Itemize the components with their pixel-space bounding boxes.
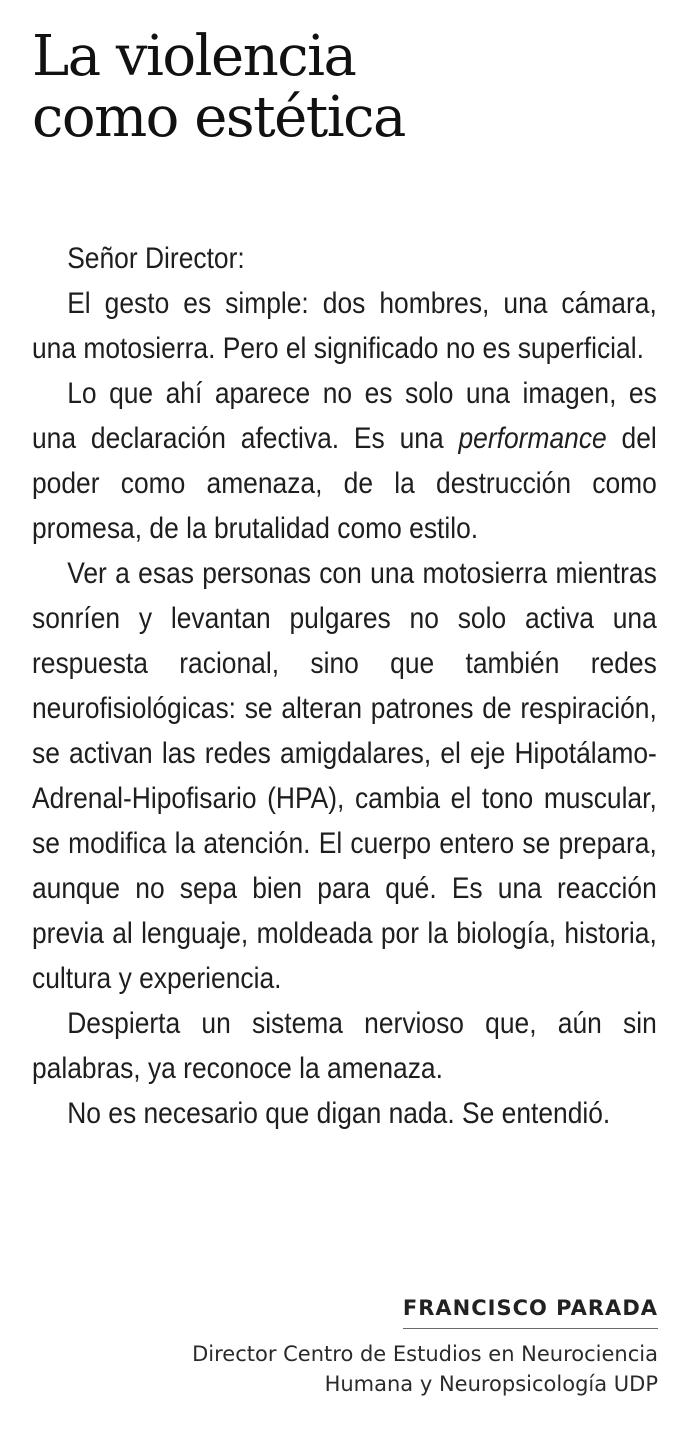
paragraph-3: Ver a esas personas con una motosierra mientras sonríen y levantan pulgares no solo activa una respuesta racional, sino que también redes neurofisiológicas: se alteran patrones de respiración, se activan las redes amigdalares, el eje Hipotálamo-Adrenal-Hipofisario (HPA), cambia el tono muscular, se modifica la atención. El cuerpo entero se prepara, aunque no sepa bien para qué. Es una reacción previa al lenguaje, moldeada por la biología, historia, cultura y experiencia. <box>32 557 657 995</box>
headline-line-1: La violencia <box>32 24 356 89</box>
paragraph-2-italic: performance <box>458 422 607 455</box>
paragraph-1: El gesto es simple: dos hombres, una cámara, una motosierra. Pero el significado no es superficial. <box>32 287 657 365</box>
affiliation-line-1: Director Centro de Estudios en Neurociencia <box>192 1342 658 1366</box>
letter-body <box>32 236 657 1136</box>
paragraph-5: No es necesario que digan nada. Se entendió. <box>67 1097 611 1130</box>
author-affiliation <box>192 1339 658 1399</box>
salutation: Señor Director: <box>67 242 245 275</box>
signature-block <box>192 1296 658 1399</box>
paragraph-2-end: del poder como amenaza, de la destrucción como promesa, de la brutalidad como estilo. <box>32 422 657 545</box>
headline-line-2: como estética <box>32 85 405 150</box>
paragraph-2 <box>32 371 657 551</box>
paragraph-4: Despierta un sistema nervioso que, aún sin palabras, ya reconoce la amenaza. <box>32 1007 657 1085</box>
headline <box>32 0 658 148</box>
affiliation-line-2: Humana y Neuropsicología UDP <box>324 1372 658 1396</box>
paragraph-2-start: Lo que ahí aparece no es solo una imagen, es una declaración afectiva. Es una <box>32 377 657 455</box>
author-name: FRANCISCO PARADA <box>403 1296 658 1329</box>
